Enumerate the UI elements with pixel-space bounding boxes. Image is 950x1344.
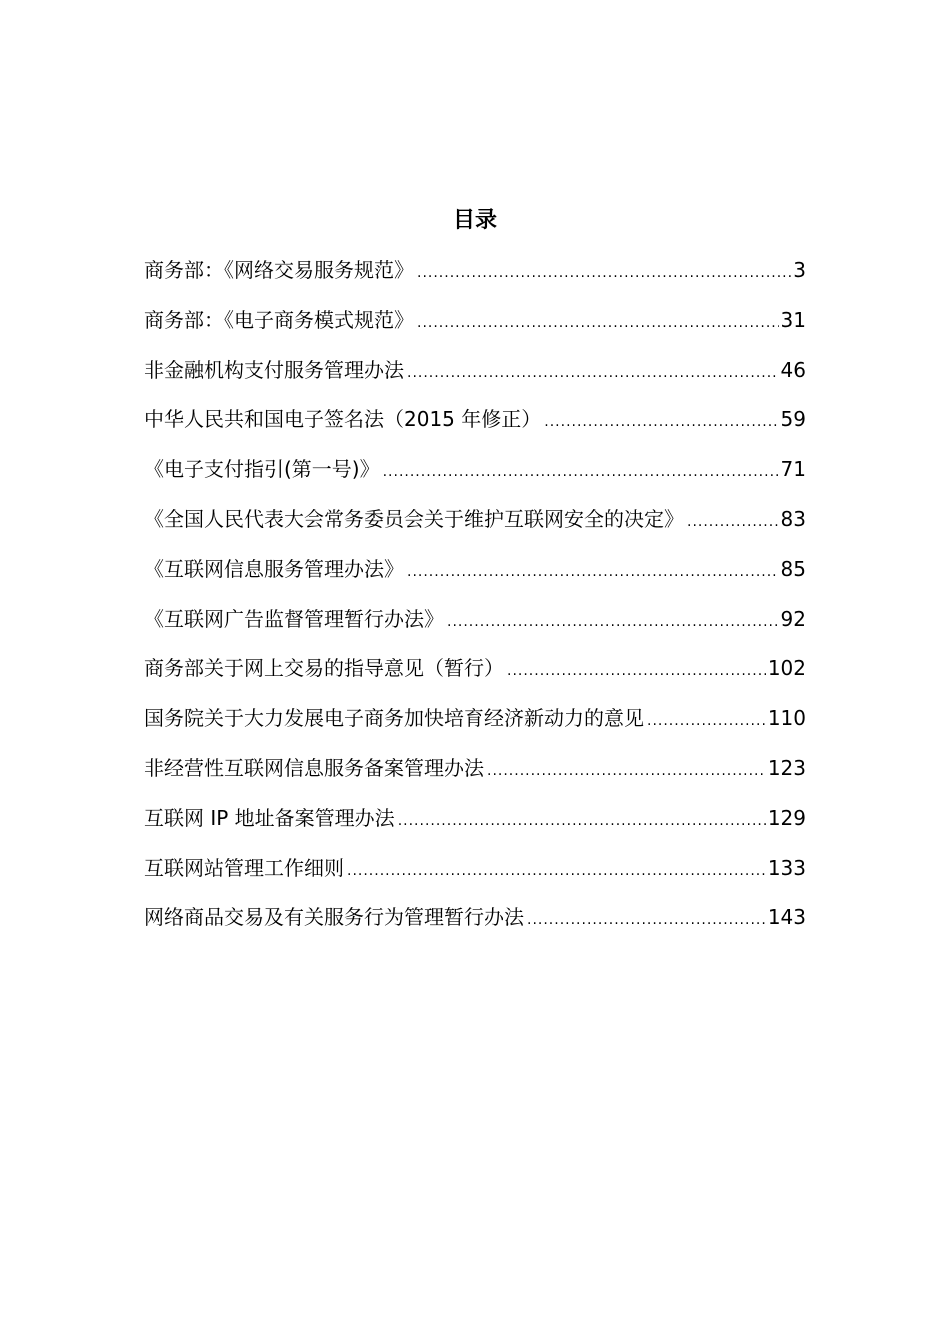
toc-entry-label: 非经营性互联网信息服务备案管理办法 [144, 755, 484, 780]
toc-entry-page: 83 [780, 506, 806, 531]
toc-dot-leader [687, 504, 779, 540]
toc-dot-leader [544, 404, 778, 440]
toc-entry-page: 133 [767, 855, 806, 880]
toc-entry-label: 国务院关于大力发展电子商务加快培育经济新动力的意见 [144, 706, 644, 731]
toc-dot-leader [398, 803, 766, 839]
toc-entry-page: 59 [780, 407, 806, 432]
toc-title: 目录 [452, 208, 497, 233]
toc-entry[interactable] [144, 401, 806, 451]
toc-dot-leader [407, 554, 779, 590]
toc-entry[interactable] [144, 601, 806, 651]
toc-entry-page: 129 [767, 805, 806, 830]
toc-entry-page: 46 [780, 357, 806, 382]
toc-dot-leader [447, 604, 779, 640]
toc-entry-label: 《电子支付指引(第一号)》 [144, 457, 380, 482]
toc-entry-page: 143 [767, 905, 806, 930]
toc-dot-leader [487, 753, 766, 789]
toc-entry[interactable] [144, 302, 806, 352]
toc-dot-leader [527, 902, 766, 938]
toc-entry-label: 互联网站管理工作细则 [144, 855, 344, 880]
toc-entry[interactable] [144, 451, 806, 501]
toc-dot-leader [347, 853, 766, 889]
toc-entry-label: 《互联网信息服务管理办法》 [144, 556, 404, 581]
toc-entry[interactable] [144, 252, 806, 302]
toc-dot-leader [407, 355, 779, 391]
toc-entry-label: 网络商品交易及有关服务行为管理暂行办法 [144, 905, 524, 930]
toc-entry[interactable] [144, 352, 806, 402]
toc-entry[interactable] [144, 800, 806, 850]
toc-dot-leader [383, 454, 779, 490]
toc-entry[interactable] [144, 850, 806, 900]
toc-entry-page: 85 [780, 556, 806, 581]
toc-entry[interactable] [144, 750, 806, 800]
toc-entry[interactable] [144, 899, 806, 949]
toc-entry-page: 71 [780, 457, 806, 482]
toc-entry[interactable] [144, 700, 806, 750]
toc-dot-leader [417, 255, 791, 291]
toc-entry-page: 123 [767, 755, 806, 780]
toc-entry-label: 商务部关于网上交易的指导意见（暂行） [144, 656, 504, 681]
toc-entry-label: 中华人民共和国电子签名法（2015 年修正） [144, 407, 542, 432]
toc-dot-leader [417, 305, 779, 341]
toc-entry-page: 102 [767, 656, 806, 681]
toc-entry-label: 商务部：《电子商务模式规范》 [144, 307, 414, 332]
toc-entry[interactable] [144, 501, 806, 551]
toc-entry[interactable] [144, 551, 806, 601]
toc-entry-page: 110 [767, 706, 806, 731]
toc-dot-leader [647, 703, 766, 739]
toc-entry-page: 3 [793, 258, 806, 282]
toc-list [144, 252, 806, 949]
toc-entry-label: 非金融机构支付服务管理办法 [144, 357, 404, 382]
toc-entry-page: 31 [780, 307, 806, 332]
toc-entry[interactable] [144, 650, 806, 700]
toc-entry-label: 《互联网广告监督管理暂行办法》 [144, 606, 444, 631]
toc-entry-label: 互联网 IP 地址备案管理办法 [144, 805, 395, 830]
toc-entry-label: 商务部：《网络交易服务规范》 [144, 258, 414, 282]
toc-entry-page: 92 [780, 606, 806, 631]
toc-dot-leader [507, 653, 766, 689]
toc-entry-label: 《全国人民代表大会常务委员会关于维护互联网安全的决定》 [144, 506, 684, 531]
